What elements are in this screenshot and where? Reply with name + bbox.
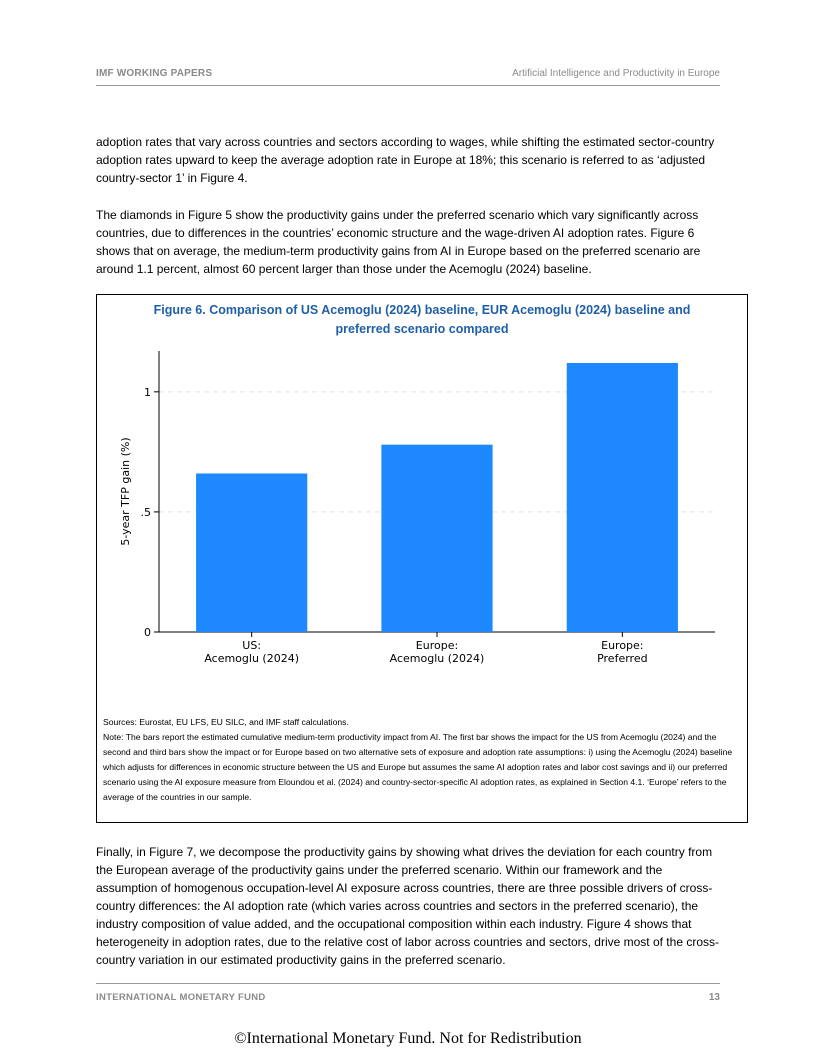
header-rule	[96, 85, 720, 86]
y-tick-label: 1	[144, 385, 151, 399]
bar	[381, 445, 492, 632]
figure-title: Figure 6. Comparison of US Acemoglu (2024) baseline, EUR Acemoglu (2024) baseline and preferred scenario compared	[153, 303, 691, 336]
x-tick-label: Acemoglu (2024)	[204, 652, 300, 665]
figure-notes	[103, 715, 739, 805]
x-tick-label: Europe:	[415, 639, 459, 652]
x-tick-label: Acemoglu (2024)	[389, 652, 485, 665]
body-paragraph-2: The diamonds in Figure 5 show the productivity gains under the preferred scenario which vary significantly across countries, due to differences in the countries’ economic structure and the wage-driven AI adoption rates. Figure 6 shows that on average, the medium-term productivity gains from AI in Europe based on the preferred scenario are around 1.1 percent, almost 60 percent larger than those under the Acemoglu (2024) baseline.	[96, 208, 701, 276]
x-tick-label: US:	[242, 639, 262, 652]
y-tick-label: 0	[144, 626, 151, 639]
figure-sources: Sources: Eurostat, EU LFS, EU SILC, and IMF staff calculations.	[103, 717, 349, 727]
bar	[567, 363, 678, 632]
figure-6	[96, 294, 748, 823]
bar-chart	[97, 295, 747, 715]
page-number: 13	[708, 992, 720, 1003]
running-header-series: IMF WORKING PAPERS	[96, 68, 213, 79]
x-tick-label: Preferred	[597, 652, 648, 665]
copyright-notice: ©International Monetary Fund. Not for Redistribution	[234, 1030, 582, 1047]
y-tick-label: .5	[140, 505, 151, 519]
x-tick-label: Europe:	[601, 639, 644, 652]
bar	[196, 473, 307, 632]
footer-organization: INTERNATIONAL MONETARY FUND	[96, 992, 266, 1003]
figure-note: Note: The bars report the estimated cumulative medium-term productivity impact from AI. The first bar shows the impact for the US from Acemoglu (2024) and the second and third bars show the impact or for Europe based on two alternative sets of exposure and adoption rate assumptions: i) using the Acemoglu (2024) baseline which adjusts for differences in economic structure between the US and Europe but assumes the same AI adoption rates and labor cost savings and ii) our preferred scenario using the AI exposure measure from Eloundou et al. (2024) and country-sector-specific AI adoption rates, as explained in Section 4.1. ‘Europe’ refers to the average of the countries in our sample.	[103, 732, 733, 802]
y-axis-label: 5-year TFP gain (%)	[119, 437, 132, 546]
footer-rule	[96, 983, 720, 984]
body-paragraph-3: Finally, in Figure 7, we decompose the productivity gains by showing what drives the deviation for each country from the European average of the productivity gains under the preferred scenario. Within our framework and the assumption of homogenous occupation-level AI exposure across countries, there are three possible drivers of cross-country differences: the AI adoption rate (which varies across countries and sectors in the preferred scenario), the industry composition of value added, and the occupational composition within each industry. Figure 4 shows that heterogeneity in adoption rates, due to the relative cost of labor across countries and sectors, drive most of the cross-country variation in our estimated productivity gains in the preferred scenario.	[96, 845, 719, 967]
running-header-title: Artificial Intelligence and Productivity in Europe	[512, 68, 720, 79]
body-paragraph-1: adoption rates that vary across countries and sectors according to wages, while shifting the estimated sector-country adoption rates upward to keep the average adoption rate in Europe at 18%; this scenario is referred to as ‘adjusted country-sector 1’ in Figure 4.	[96, 135, 715, 185]
